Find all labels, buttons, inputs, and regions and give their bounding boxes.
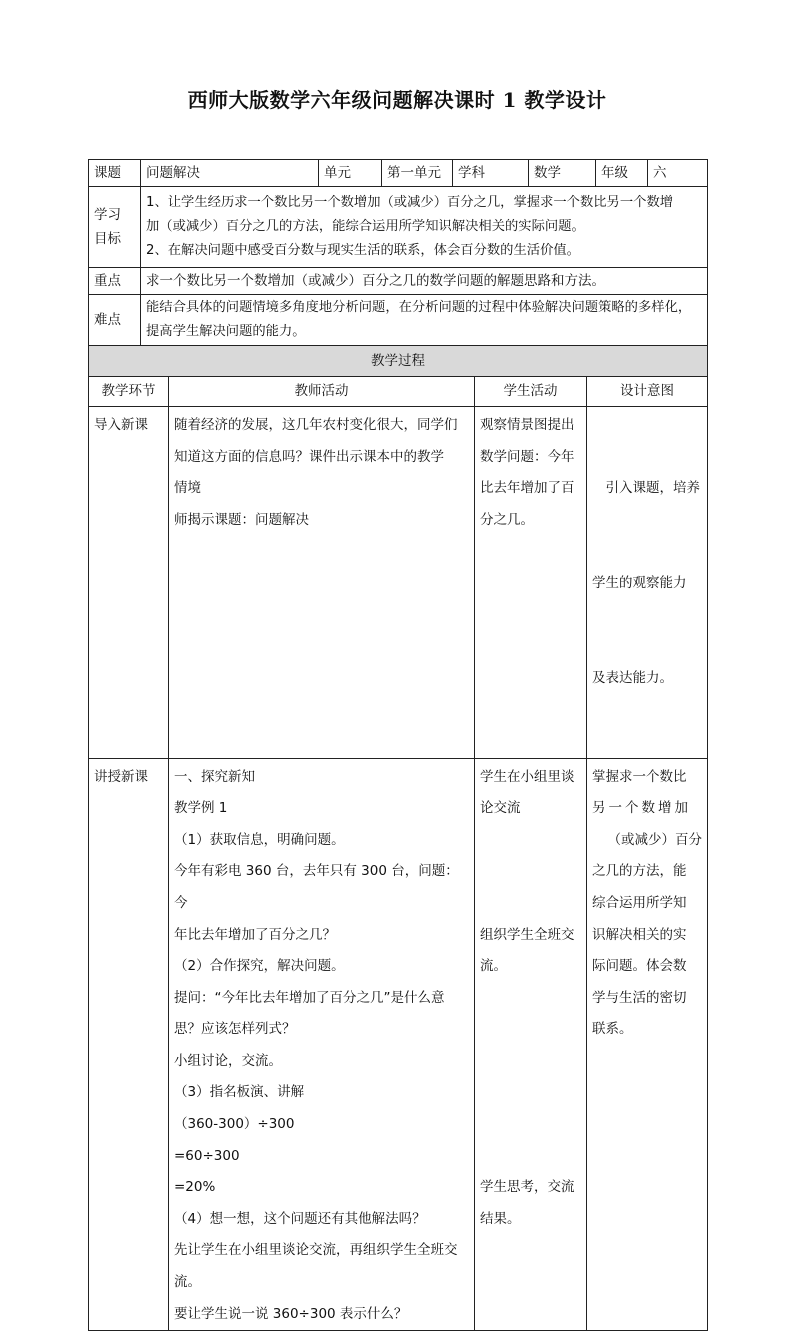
grade-value: 六: [648, 160, 708, 187]
student-line: 流。: [480, 958, 507, 975]
intent-new: [587, 758, 708, 1331]
teacher-line: 教学例 1: [174, 800, 228, 817]
student-line: 观察情景图提出: [480, 417, 575, 433]
intent-line: 之几的方法，能: [592, 863, 687, 880]
goals-text: [141, 187, 708, 268]
intent-line: 综合运用所学知: [592, 894, 687, 911]
student-line: 组织学生全班交: [480, 926, 575, 943]
topic-label: 课题: [89, 160, 141, 187]
difficulty-line: 能结合具体的问题情境多角度地分析问题，在分析问题的过程中体验解决问题策略的多样化，: [146, 300, 692, 315]
teacher-line: =60÷300: [174, 1147, 240, 1164]
subject-value: 数学: [529, 160, 596, 187]
difficulty-text: [141, 295, 708, 346]
goals-line: 1、让学生经历求一个数比另一个数增加（或减少）百分之几，掌握求一个数比另一个数增: [146, 195, 674, 210]
teacher-line: 流。: [174, 1274, 201, 1291]
teacher-line: （360-300）÷300: [174, 1116, 295, 1133]
teacher-line: （3）指名板演、讲解: [174, 1084, 305, 1101]
stage-new-lesson: 讲授新课: [89, 758, 169, 1331]
teacher-line: 思？应该怎样列式？: [174, 1021, 296, 1038]
student-activity-intro: [475, 407, 587, 759]
col-intent: 设计意图: [587, 377, 708, 407]
student-line: 论交流: [480, 800, 521, 817]
subject-label: 学科: [453, 160, 529, 187]
goals-line: 加（或减少）百分之几的方法，能综合运用所学知识解决相关的实际问题。: [146, 219, 585, 234]
teacher-activity-intro: [169, 407, 475, 759]
intent-line: 及表达能力。: [592, 669, 673, 686]
teacher-line: 小组讨论，交流。: [174, 1052, 282, 1069]
student-line: 数学问题：今年: [480, 448, 575, 465]
teacher-line: 今年有彩电 360 台，去年只有 300 台，问题：今: [174, 863, 459, 911]
unit-label: 单元: [319, 160, 382, 187]
intent-line: 另一个数增加: [592, 800, 691, 817]
intent-line: 识解决相关的实: [592, 926, 687, 943]
intent-intro: [587, 407, 708, 759]
stage-intro: 导入新课: [89, 407, 169, 759]
teacher-line: （4）想一想，这个问题还有其他解法吗？: [174, 1210, 426, 1227]
col-stage: 教学环节: [89, 377, 169, 407]
intent-line: 引入课题，培养: [592, 480, 700, 497]
teacher-line: 情境: [174, 480, 201, 497]
document-title: 西师大版数学六年级问题解决课时 1 教学设计: [187, 88, 607, 112]
grade-label: 年级: [596, 160, 648, 187]
teacher-line: 年比去年增加了百分之几？: [174, 926, 336, 943]
topic-value: 问题解决: [141, 160, 319, 187]
key-point-label: 重点: [89, 268, 141, 295]
teacher-activity-new: [169, 758, 475, 1331]
goals-line: 2、在解决问题中感受百分数与现实生活的联系，体会百分数的生活价值。: [146, 243, 580, 258]
goals-label: [89, 187, 141, 268]
intent-line: 际问题。体会数: [592, 958, 687, 975]
teacher-line: 师揭示课题：问题解决: [174, 511, 309, 528]
difficulty-line: 提高学生解决问题的能力。: [146, 324, 306, 339]
student-line: 比去年增加了百: [480, 480, 575, 497]
teacher-line: =20%: [174, 1179, 216, 1196]
teacher-line: 一、探究新知: [174, 768, 255, 785]
teacher-line: （2）合作探究，解决问题。: [174, 958, 345, 975]
student-spacer: [480, 825, 581, 920]
info-table: [88, 159, 708, 346]
student-line: 学生思考，交流: [480, 1179, 575, 1196]
teacher-line: 知道这方面的信息吗？课件出示课本中的教学: [174, 448, 444, 465]
student-spacer: [480, 983, 581, 1173]
col-teacher: 教师活动: [169, 377, 475, 407]
teacher-line: （1）获取信息，明确问题。: [174, 831, 345, 848]
teacher-line: 先让学生在小组里谈论交流，再组织学生全班交: [174, 1242, 458, 1259]
unit-value: 第一单元: [382, 160, 453, 187]
student-line: 结果。: [480, 1210, 521, 1227]
student-activity-new: [475, 758, 587, 1331]
teacher-line: 随着经济的发展，这几年农村变化很大，同学们: [174, 417, 458, 433]
process-header: 教学过程: [89, 346, 708, 377]
student-line: 分之几。: [480, 511, 534, 528]
difficulty-label: 难点: [89, 295, 141, 346]
intent-line: 掌握求一个数比: [592, 768, 687, 785]
teacher-line: 提问：“今年比去年增加了百分之几”是什么意: [174, 989, 445, 1006]
intent-line: 学生的观察能力: [592, 574, 687, 591]
process-table: [88, 345, 708, 1331]
teacher-line: 要让学生说一说 360÷300 表示什么？: [174, 1305, 408, 1322]
key-point-text: 求一个数比另一个数增加（或减少）百分之几的数学问题的解题思路和方法。: [141, 268, 708, 295]
col-student: 学生活动: [475, 377, 587, 407]
student-line: 学生在小组里谈: [480, 768, 575, 785]
intent-line: （或减少）百分: [607, 831, 702, 848]
intent-line: 联系。: [592, 1021, 633, 1038]
goals-label-line: 学习: [94, 207, 121, 223]
goals-label-line: 目标: [94, 231, 121, 247]
intent-line: 学与生活的密切: [592, 989, 687, 1006]
